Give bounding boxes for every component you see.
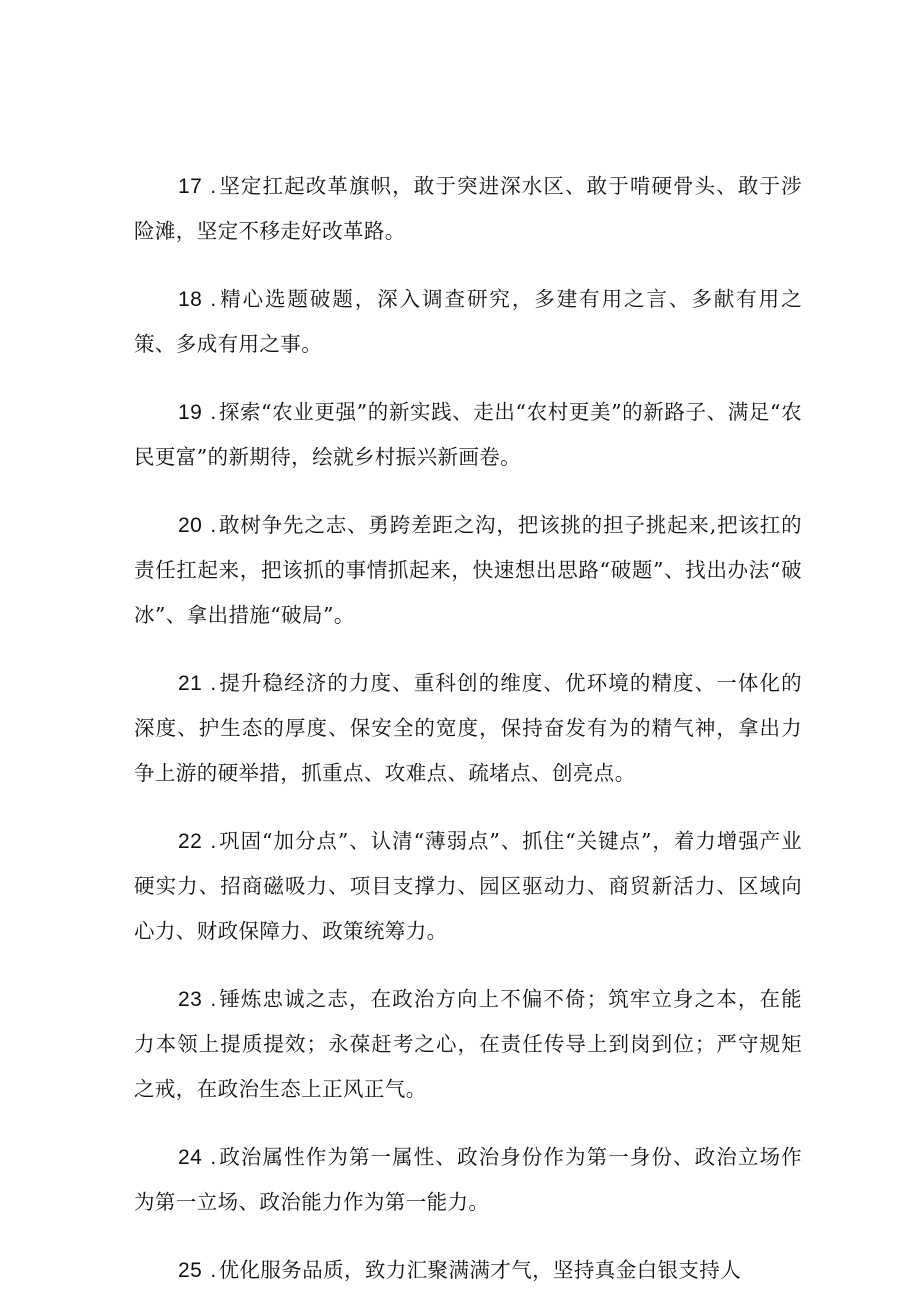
item-number: 19: [178, 401, 203, 424]
document-body: [134, 164, 802, 1316]
item-text: 巩固“加分点”、认清“薄弱点”、抓住“关键点”，着力增强产业硬实力、招商磁吸力、项目支撑力、园区驱动力、商贸新活力、区域向心力、财政保障力、政策统筹力。: [134, 829, 802, 943]
list-item-19: [134, 390, 802, 480]
item-text: 敢树争先之志、勇跨差距之沟，把该挑的担子挑起来,把该扛的责任扛起来，把该抓的事情抓起来，快速想出思路“破题”、找出办法“破冰”、拿出措施“破局”。: [134, 513, 802, 627]
list-item-17: [134, 164, 802, 254]
item-number: 18: [178, 288, 203, 311]
item-separator: .: [210, 1259, 217, 1282]
list-item-24: [134, 1135, 802, 1225]
item-number: 22: [178, 830, 203, 853]
item-text: 提升稳经济的力度、重科创的维度、优环境的精度、一体化的深度、护生态的厚度、保安全的宽度，保持奋发有为的精气神，拿出力争上游的硬举措，抓重点、攻难点、疏堵点、创亮点。: [134, 671, 802, 785]
item-number: 17: [178, 175, 203, 198]
item-text: 政治属性作为第一属性、政治身份作为第一身份、政治立场作为第一立场、政治能力作为第一能力。: [134, 1145, 802, 1214]
list-item-25: [134, 1248, 802, 1293]
item-number: 21: [178, 672, 203, 695]
item-number: 23: [178, 988, 203, 1011]
item-number: 25: [178, 1259, 203, 1282]
item-separator: .: [210, 401, 217, 424]
item-separator: .: [210, 288, 217, 311]
list-item-22: [134, 819, 802, 954]
item-text: 锤炼忠诚之志，在政治方向上不偏不倚；筑牢立身之本，在能力本领上提质提效；永葆赶考之心，在责任传导上到岗到位；严守规矩之戒，在政治生态上正风正气。: [134, 987, 802, 1101]
item-number: 24: [178, 1146, 203, 1169]
list-item-20: [134, 503, 802, 638]
list-item-23: [134, 977, 802, 1112]
item-separator: .: [210, 988, 217, 1011]
item-text: 优化服务品质，致力汇聚满满才气，坚持真金白银支持人: [218, 1258, 742, 1282]
list-item-18: [134, 277, 802, 367]
item-separator: .: [210, 672, 217, 695]
item-separator: .: [210, 175, 217, 198]
item-text: 坚定扛起改革旗帜，敢于突进深水区、敢于啃硬骨头、敢于涉险滩，坚定不移走好改革路。: [134, 174, 802, 243]
item-separator: .: [210, 1146, 217, 1169]
list-item-21: [134, 661, 802, 796]
item-text: 探索“农业更强”的新实践、走出“农村更美”的新路子、满足“农民更富”的新期待，绘就乡村振兴新画卷。: [134, 400, 802, 469]
item-separator: .: [210, 514, 217, 537]
item-separator: .: [210, 830, 217, 853]
item-number: 20: [178, 514, 203, 537]
item-text: 精心选题破题，深入调查研究，多建有用之言、多献有用之策、多成有用之事。: [134, 287, 802, 356]
